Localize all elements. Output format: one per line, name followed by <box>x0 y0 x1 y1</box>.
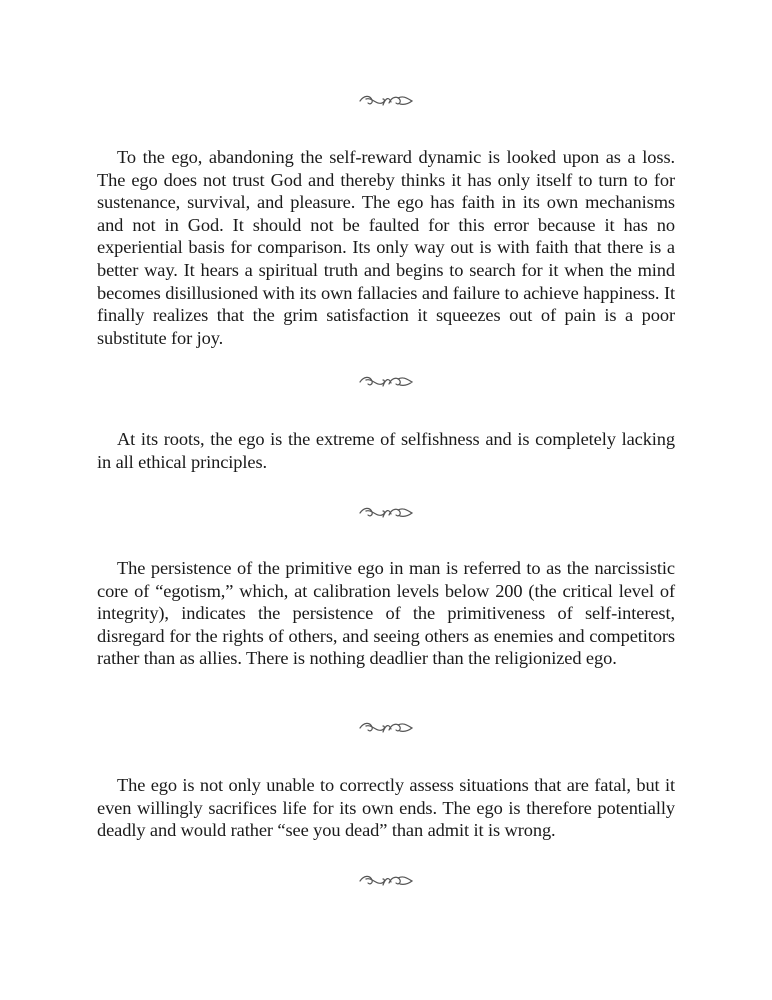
scroll-flourish-icon <box>0 503 772 523</box>
scroll-flourish-icon <box>0 871 772 891</box>
scroll-flourish-icon <box>0 372 772 392</box>
scroll-flourish-icon <box>0 718 772 738</box>
scroll-flourish-icon <box>0 91 772 111</box>
paragraph-2: At its roots, the ego is the extreme of selfishness and is completely lacking in all ethical principles. <box>97 429 675 472</box>
paragraph-4: The ego is not only unable to correctly assess situations that are fatal, but it even willingly sacrifices life for its own ends. The ego is therefore potentially deadly and would rather “see you dead” than admit it is wrong. <box>97 775 675 841</box>
paragraph-1: To the ego, abandoning the self-reward dynamic is looked upon as a loss. The ego does not trust God and thereby thinks it has only itself to turn to for sustenance, survival, and pleasure. The ego has faith in its own mechanisms and not in God. It should not be faulted for this error because it has no experiential basis for comparison. Its only way out is with faith that there is a better way. It hears a spiritual truth and begins to search for it when the mind becomes disillusioned with its own fallacies and failure to achieve happiness. It finally realizes that the grim satisfaction it squeezes out of pain is a poor substitute for joy. <box>97 147 675 348</box>
paragraph-3: The persistence of the primitive ego in man is referred to as the narcissistic core of “egotism,” which, at calibration levels below 200 (the critical level of integrity), indicates the persistence of the primitiveness of self-interest, disregard for the rights of others, and seeing others as enemies and competitors rather than as allies. There is nothing deadlier than the religionized ego. <box>97 558 675 669</box>
